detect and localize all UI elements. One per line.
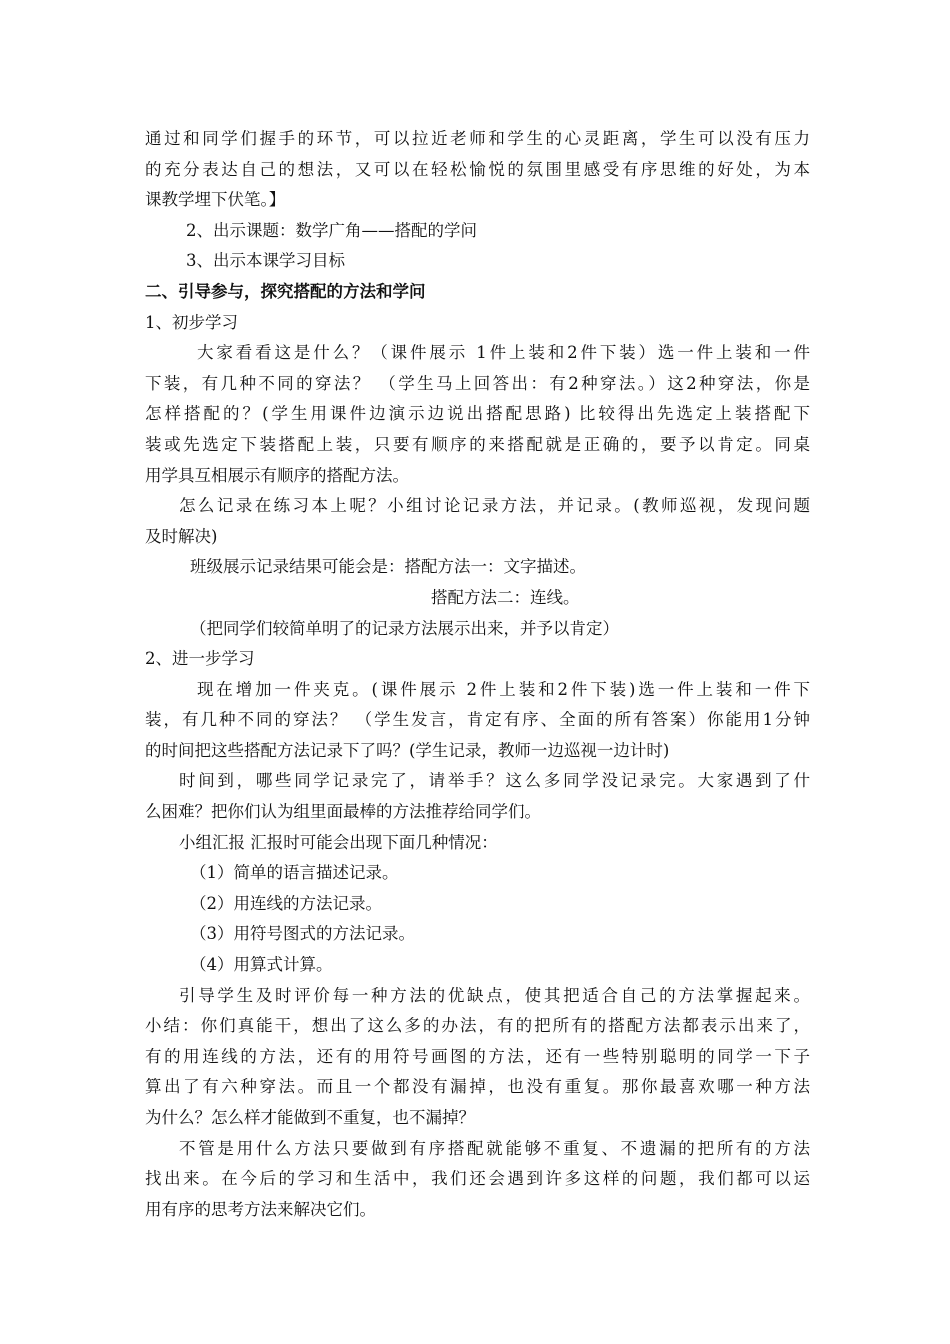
list-item: （3）用符号图式的方法记录。 bbox=[190, 924, 415, 944]
text-line: 课教学埋下伏笔。】 bbox=[145, 190, 286, 210]
text-line: 怎样搭配的？(学生用课件边演示边说出搭配思路) 比较得出先选定上装搭配下 bbox=[145, 404, 810, 424]
text-line: 为什么？怎么样才能做到不重复，也不漏掉？ bbox=[145, 1108, 475, 1127]
subsection-heading: 2、进一步学习 bbox=[145, 649, 255, 669]
text-line: 有的用连线的方法，还有的用符号画图的方法，还有一些特别聪明的同学一下子 bbox=[145, 1046, 810, 1066]
text-line: 的时间把这些搭配方法记录下了吗？(学生记录，教师一边巡视一边计时) bbox=[145, 740, 670, 760]
text-line: 么困难？把你们认为组里面最棒的方法推荐给同学们。 bbox=[145, 802, 541, 822]
text-line: 现在增加一件夹克。(课件展示 2件上装和2件下装)选一件上装和一件下 bbox=[197, 679, 810, 699]
list-item: （1）简单的语言描述记录。 bbox=[190, 863, 399, 883]
text-line: 装，有几种不同的穿法？ （学生发言，肯定有序、全面的所有答案）你能用1分钟 bbox=[145, 710, 810, 730]
text-line: 小组汇报 汇报时可能会出现下面几种情况： bbox=[179, 832, 498, 852]
document-page bbox=[145, 124, 810, 1225]
text-line: 不管是用什么方法只要做到有序搭配就能够不重复、不遗漏的把所有的方法 bbox=[179, 1138, 810, 1158]
list-item: （2）用连线的方法记录。 bbox=[190, 893, 382, 913]
text-line: 怎么记录在练习本上呢？小组讨论记录方法，并记录。(教师巡视，发现问题 bbox=[179, 496, 810, 516]
text-line: 下装，有几种不同的穿法？ （学生马上回答出：有2种穿法。）这2种穿法，你是 bbox=[145, 373, 810, 393]
text-line: 用学具互相展示有顺序的搭配方法。 bbox=[145, 465, 409, 485]
section-heading: 二、引导参与，探究搭配的方法和学问 bbox=[145, 281, 426, 301]
text-line: 算出了有六种穿法。而且一个都没有漏掉，也没有重复。那你最喜欢哪一种方法 bbox=[145, 1077, 810, 1097]
text-line: 通过和同学们握手的环节，可以拉近老师和学生的心灵距离，学生可以没有压力 bbox=[145, 129, 810, 148]
subheading-line: 3、出示本课学习目标 bbox=[186, 251, 345, 271]
subsection-heading: 1、初步学习 bbox=[145, 312, 238, 332]
text-line: 班级展示记录结果可能会是：搭配方法一：文字描述。 bbox=[190, 557, 586, 577]
text-line: 大家看看这是什么？（课件展示 1件上装和2件下装）选一件上装和一件 bbox=[197, 343, 810, 363]
text-line: 找出来。在今后的学习和生活中，我们还会遇到许多这样的问题，我们都可以运 bbox=[145, 1169, 810, 1189]
text-line: 用有序的思考方法来解决它们。 bbox=[145, 1199, 376, 1219]
subheading-line: 2、出示课题：数学广角——搭配的学问 bbox=[186, 220, 477, 240]
text-line: 搭配方法二：连线。 bbox=[431, 587, 580, 607]
text-line: 的充分表达自己的想法，又可以在轻松愉悦的氛围里感受有序思维的好处，为本 bbox=[145, 159, 810, 179]
text-line: 时间到，哪些同学记录完了，请举手？这么多同学没记录完。大家遇到了什 bbox=[179, 771, 810, 791]
list-item: （4）用算式计算。 bbox=[190, 955, 333, 975]
text-line: （把同学们较简单明了的记录方法展示出来，并予以肯定） bbox=[190, 618, 619, 638]
text-line: 引导学生及时评价每一种方法的优缺点，使其把适合自己的方法掌握起来。 bbox=[179, 985, 810, 1005]
text-line: 及时解决) bbox=[145, 526, 218, 546]
text-line: 装或先选定下装搭配上装，只要有顺序的来搭配就是正确的，要予以肯定。同桌 bbox=[145, 434, 810, 454]
text-line: 小结：你们真能干，想出了这么多的办法，有的把所有的搭配方法都表示出来了， bbox=[145, 1016, 810, 1036]
